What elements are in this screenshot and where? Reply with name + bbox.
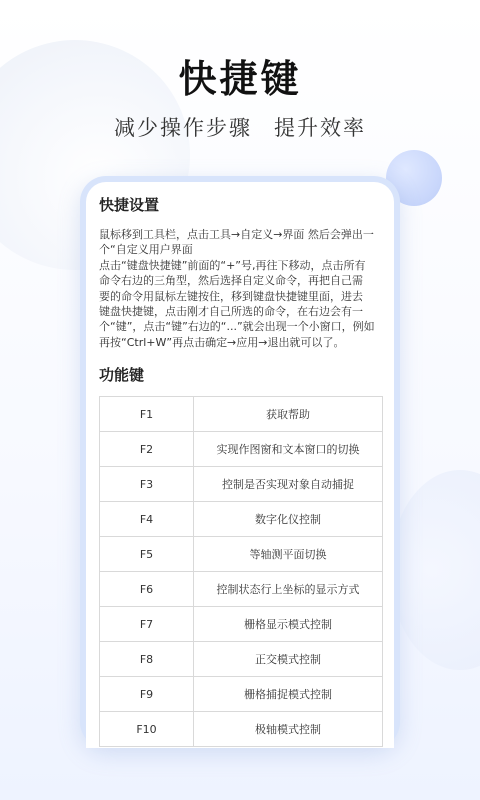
page-subtitle [0,112,480,142]
subtitle-right: 提升效率 [274,116,366,140]
table-row [100,677,383,712]
desc-cell: 控制是否实现对象自动捕捉 [194,467,383,502]
desc-cell: 数字化仪控制 [194,502,383,537]
desc-cell: 获取帮助 [194,397,383,432]
key-cell: F4 [100,502,194,537]
table-row [100,712,383,747]
key-cell: F1 [100,397,194,432]
paragraph-line: 再按“Ctrl+W”再点击确定→应用→退出就可以了。 [99,335,345,349]
table-row [100,432,383,467]
subtitle-left: 减少操作步骤 [114,116,252,140]
key-cell: F10 [100,712,194,747]
table-row [100,607,383,642]
desc-cell: 等轴测平面切换 [194,537,383,572]
paragraph-line: 点击“键盘快捷键”前面的“+”号,再往下移动，点击所有 [99,258,366,272]
key-cell: F6 [100,572,194,607]
page-title: 快捷键 [178,57,302,101]
desc-cell: 实现作图窗和文本窗口的切换 [194,432,383,467]
table-row [100,642,383,677]
function-key-table [99,396,383,747]
table-row [100,502,383,537]
paragraph-line: 鼠标移到工具栏，点击工具→自定义→界面 然后会弹出一 [99,228,374,241]
table-row [100,467,383,502]
desc-cell: 栅格显示模式控制 [194,607,383,642]
phone-mockup [80,176,400,748]
desc-cell: 控制状态行上坐标的显示方式 [194,572,383,607]
desc-cell: 栅格捕捉模式控制 [194,677,383,712]
paragraph-line: 键盘快捷键，点击刚才自己所选的命令，在右边会有一 [99,305,363,319]
paragraph-line: 命令右边的三角型，然后选择自定义命令，再把自己需 [99,274,363,288]
background-blob [390,470,480,670]
table-row [100,537,383,572]
paragraph-line: 个“键”，点击“键”右边的“...”就会出现一个小窗口，例如 [99,320,375,334]
paragraph-line: 个“自定义用户界面 [99,243,193,257]
key-cell: F8 [100,642,194,677]
key-cell: F3 [100,467,194,502]
desc-cell: 极轴模式控制 [194,712,383,747]
table-row [100,397,383,432]
section-title-settings: 快捷设置 [99,196,160,214]
phone-screen[interactable] [86,182,394,748]
settings-paragraph [99,227,382,350]
key-cell: F7 [100,607,194,642]
table-row [100,572,383,607]
key-cell: F9 [100,677,194,712]
paragraph-line: 要的命令用鼠标左键按住，移到键盘快捷键里面，进去 [99,289,363,303]
desc-cell: 正交模式控制 [194,642,383,677]
key-cell: F2 [100,432,194,467]
section-title-function-keys: 功能键 [99,366,145,385]
key-cell: F5 [100,537,194,572]
